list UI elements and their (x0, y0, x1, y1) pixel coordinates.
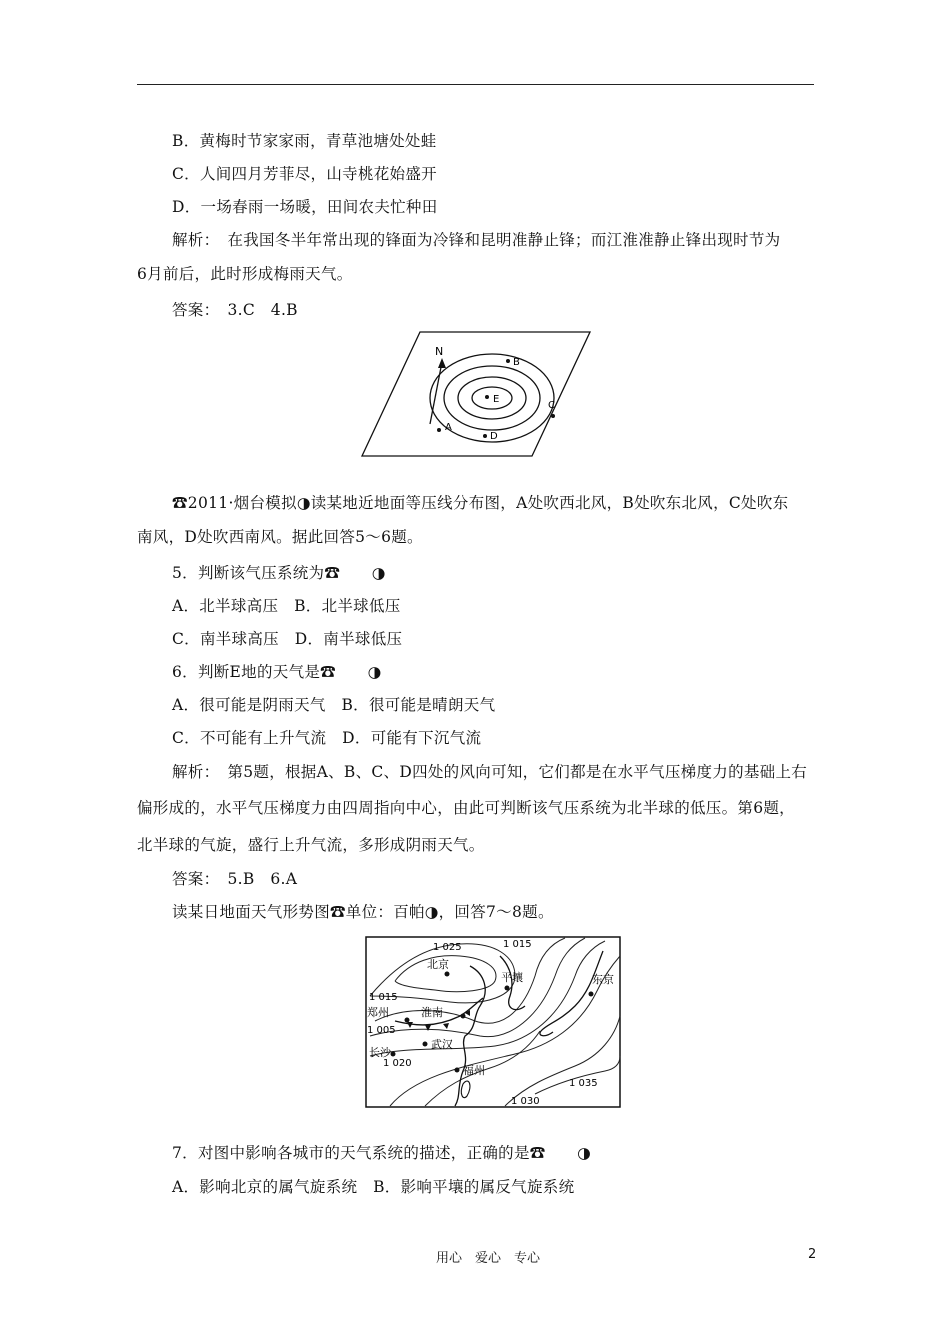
analysis-2-line: 解析： 第5题，根据A、B、C、D四处的风向可知，它们都是在水平气压梯度力的基础上右 (172, 763, 808, 781)
point-e-label: E (493, 394, 500, 405)
city-pyongyang-label: 平壤 (501, 971, 523, 984)
taiwan-outline (461, 1081, 470, 1098)
isobar-label-1025: 1 025 (433, 942, 462, 953)
analysis-2-cont2: 北半球的气旋，盛行上升气流，多形成阴雨天气。 (137, 836, 485, 854)
analysis-line-cont: 6月前后，此时形成梅雨天气。 (137, 265, 353, 283)
weather-map-figure (365, 936, 621, 1108)
point-d-dot (483, 434, 487, 438)
front-marker (425, 1025, 431, 1031)
city-tokyo-label: 东京 (592, 973, 614, 986)
question-5-options-cd: C．南半球高压 D．南半球低压 (172, 630, 403, 648)
isobar-ring-4 (472, 387, 512, 409)
question-intro-line: ☎2011·烟台模拟◑读某地近地面等压线分布图，A处吹西北风，B处吹东北风，C处吹东 (172, 494, 789, 512)
question-7-options-ab: A．影响北京的属气旋系统 B．影响平壤的属反气旋系统 (172, 1178, 575, 1196)
isobar-figure (360, 328, 592, 460)
city-changsha-label: 长沙 (369, 1046, 391, 1059)
city-huainan-label: 淮南 (421, 1006, 443, 1019)
isobar-ring-3 (458, 377, 526, 419)
point-e-dot (485, 395, 489, 399)
japan-coast (540, 951, 603, 1036)
figure-frame (362, 332, 590, 456)
city-tokyo-dot (589, 992, 594, 997)
point-b-dot (506, 359, 510, 363)
city-beijing-label: 北京 (427, 958, 449, 971)
question-5: 5．判断该气压系统为☎ ◑ (172, 564, 386, 582)
city-wuhan-label: 武汉 (431, 1038, 453, 1051)
city-zhengzhou-dot (405, 1018, 410, 1023)
front-marker (407, 1022, 413, 1028)
header-rule (137, 84, 814, 85)
isobar-label-1015-left: 1 015 (369, 992, 398, 1003)
question-intro-cont: 南风，D处吹西南风。据此回答5～6题。 (137, 528, 423, 546)
city-changsha-dot (391, 1052, 396, 1057)
city-beijing-dot (445, 972, 450, 977)
city-fuzhou-dot (455, 1068, 460, 1073)
question-6: 6．判断E地的天气是☎ ◑ (172, 663, 382, 681)
question-7: 7．对图中影响各城市的天气系统的描述，正确的是☎ ◑ (172, 1144, 591, 1162)
isobar-line (370, 941, 605, 1056)
option-d-line: D．一场春雨一场暖，田间农夫忙种田 (172, 198, 438, 216)
point-c-dot (551, 414, 555, 418)
isobar-label-1015-top: 1 015 (503, 939, 532, 950)
city-fuzhou-label: 福州 (463, 1064, 485, 1077)
isobar-line (505, 1016, 620, 1106)
point-b-label: B (513, 357, 520, 368)
isobar-label-1005: 1 005 (367, 1025, 396, 1036)
question-6-options-ab: A．很可能是阴雨天气 B．很可能是晴朗天气 (172, 696, 496, 714)
isobar-label-1020: 1 020 (383, 1058, 412, 1069)
point-a-label: A (445, 422, 452, 433)
page-number: 2 (808, 1247, 817, 1262)
question-5-options-ab: A．北半球高压 B．北半球低压 (172, 597, 401, 615)
city-wuhan-dot (423, 1042, 428, 1047)
front-marker (443, 1023, 449, 1029)
footer-motto: 用心 爱心 专心 (436, 1251, 541, 1266)
north-arrow (430, 362, 442, 424)
analysis-2-cont: 偏形成的，水平气压梯度力由四周指向中心，由此可判断该气压系统为北半球的低压。第6题， (137, 799, 795, 817)
weather-map-intro: 读某日地面天气形势图☎单位：百帕◑，回答7～8题。 (172, 903, 554, 921)
city-pyongyang-dot (505, 986, 510, 991)
isobar-label-1035: 1 035 (569, 1078, 598, 1089)
analysis-line: 解析： 在我国冬半年常出现的锋面为冷锋和昆明准静止锋；而江淮准静止锋出现时节为 (172, 231, 781, 249)
question-6-options-cd: C．不可能有上升气流 D．可能有下沉气流 (172, 729, 482, 747)
point-c-label: C (548, 400, 555, 411)
answer-line: 答案： 3.C 4.B (172, 301, 298, 319)
city-zhengzhou-label: 郑州 (367, 1006, 389, 1019)
answer-2-line: 答案： 5.B 6.A (172, 870, 298, 888)
option-b-line: B．黄梅时节家家雨，青草池塘处处蛙 (172, 132, 437, 150)
north-label: N (435, 345, 444, 358)
option-c-line: C．人间四月芳菲尽，山寺桃花始盛开 (172, 165, 437, 183)
point-d-label: D (490, 431, 498, 442)
point-a-dot (437, 428, 441, 432)
north-arrow-head (438, 358, 446, 368)
isobar-label-1030: 1 030 (511, 1096, 540, 1107)
city-huainan-dot (461, 1014, 466, 1019)
